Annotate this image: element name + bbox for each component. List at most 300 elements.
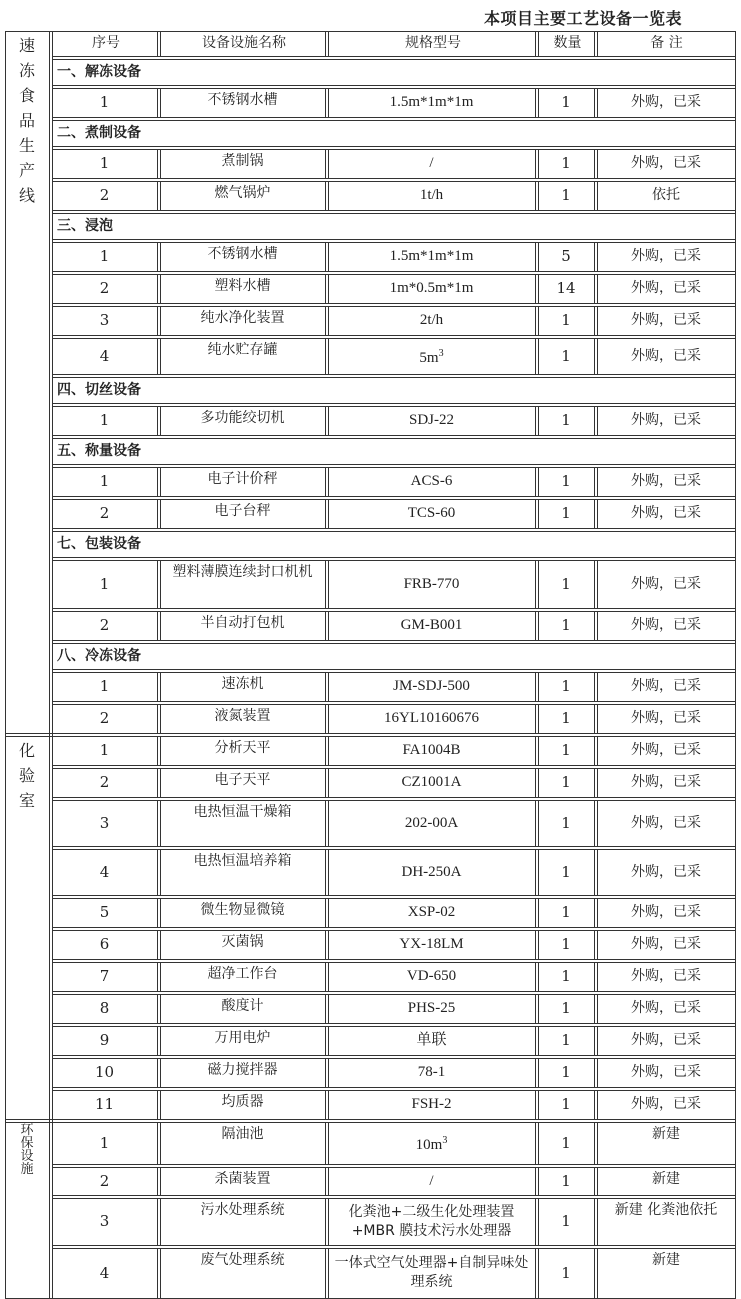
equipment-name: [160, 499, 325, 528]
row-number-text: 2: [99, 1171, 110, 1190]
equipment-name: [160, 736, 325, 765]
col-rule: [535, 994, 536, 1024]
remark: [597, 338, 735, 374]
remark-text: 外购，已采: [631, 710, 701, 726]
spec-model: [328, 149, 535, 178]
group-label-char: 设: [20, 1149, 34, 1164]
remark-text: 外购，已采: [631, 1000, 701, 1016]
remark-text: 外购，已采: [631, 312, 701, 328]
group-label: [9, 1124, 45, 1176]
equipment-name: [160, 1248, 325, 1298]
remark: [597, 1090, 735, 1119]
col-rule: [325, 1198, 326, 1246]
quantity: [538, 1248, 594, 1298]
row-rule: [52, 1164, 736, 1165]
col-rule: [535, 499, 536, 529]
quantity: [538, 736, 594, 765]
row-number: [52, 962, 157, 991]
equipment-name-text: 塑料水槽: [214, 278, 271, 294]
quantity-text: 1: [561, 472, 571, 490]
col-rule: [535, 242, 536, 272]
row-rule: [5, 1119, 736, 1120]
col-rule: [157, 1248, 158, 1299]
col-rule: [594, 1058, 595, 1088]
row-number: [52, 1026, 157, 1055]
equipment-name-text: 不锈钢水槽: [207, 246, 278, 262]
quantity: [538, 800, 594, 846]
quantity: [538, 274, 594, 303]
col-rule: [535, 1198, 536, 1246]
spec-model: [328, 560, 535, 608]
remark: [597, 242, 735, 271]
quantity-text: 1: [561, 999, 571, 1017]
section-title: [54, 438, 734, 464]
col-rule: [535, 1122, 536, 1165]
col-rule: [535, 1058, 536, 1088]
remark-text: 新建: [652, 1171, 680, 1187]
col-rule: [325, 994, 326, 1024]
row-rule: [52, 1087, 736, 1088]
col-rule: [157, 1122, 158, 1165]
row-number: [52, 181, 157, 210]
header-no-text: 序号: [92, 35, 120, 51]
col-rule: [157, 962, 158, 992]
row-number-text: 11: [94, 1095, 115, 1113]
col-rule: [594, 930, 595, 960]
quantity-text: 1: [561, 1095, 571, 1113]
row-number: [52, 930, 157, 959]
spec-model-text: YX-18LM: [399, 936, 464, 952]
spec-model: [328, 672, 535, 701]
equipment-name-text: 隔油池: [221, 1126, 264, 1142]
col-rule: [594, 611, 595, 641]
col-rule: [535, 88, 536, 118]
spec-model: [328, 242, 535, 271]
remark-text: 外购，已采: [631, 1096, 701, 1112]
row-rule: [52, 464, 736, 465]
spec-model-text: 16YL10160676: [384, 710, 479, 726]
col-rule: [325, 736, 326, 766]
row-rule: [52, 669, 736, 670]
spec-model-superscript: 3: [442, 1135, 448, 1146]
equipment-name: [160, 1090, 325, 1119]
quantity-text: 1: [561, 154, 571, 172]
group-label-char: 生: [18, 136, 35, 155]
quantity-text: 1: [561, 1212, 571, 1230]
row-rule: [52, 701, 736, 702]
row-number-text: 1: [99, 247, 110, 265]
spec-model: [328, 306, 535, 335]
spec-model: [328, 898, 535, 927]
spec-model: [328, 849, 535, 895]
quantity: [538, 560, 594, 608]
row-rule: [52, 403, 736, 404]
spec-model: [328, 930, 535, 959]
quantity-text: 1: [561, 773, 571, 791]
row-number: [52, 898, 157, 927]
row-number-text: 2: [99, 186, 110, 204]
col-rule: [157, 849, 158, 896]
remark-text: 外购，已采: [631, 347, 701, 364]
spec-model-text: /: [429, 155, 434, 171]
col-rule: [325, 1090, 326, 1120]
group-label-char: 产: [18, 161, 35, 180]
col-rule: [157, 306, 158, 336]
spec-model-text: CZ1001A: [401, 774, 462, 790]
col-rule: [594, 560, 595, 609]
equipment-name-text: 塑料薄膜连续封口机机: [172, 564, 313, 580]
col-rule: [594, 1026, 595, 1056]
remark: [597, 560, 735, 608]
quantity: [538, 1026, 594, 1055]
equipment-name: [160, 181, 325, 210]
col-rule: [594, 181, 595, 211]
equipment-name-text: 纯水净化装置: [200, 310, 285, 326]
col-rule: [157, 31, 158, 57]
remark: [597, 406, 735, 435]
col-rule: [535, 1090, 536, 1120]
spec-model-text: DH-250A: [401, 863, 462, 880]
quantity: [538, 704, 594, 733]
row-number-text: 9: [99, 1031, 110, 1049]
row-number: [52, 338, 157, 374]
col-rule: [535, 1248, 536, 1299]
row-rule: [52, 640, 736, 641]
equipment-name-text: 酸度计: [221, 998, 264, 1014]
col-rule: [325, 898, 326, 928]
row-rule: [52, 765, 736, 766]
col-rule: [157, 1167, 158, 1196]
row-rule: [52, 117, 736, 118]
row-rule: [52, 210, 736, 211]
remark: [597, 704, 735, 733]
col-rule: [325, 406, 326, 436]
row-rule: [52, 959, 736, 960]
spec-model: [328, 800, 535, 846]
section-title-text: 七、包装设备: [57, 535, 141, 552]
section-title: [54, 531, 734, 557]
quantity-text: 1: [561, 504, 571, 522]
group-label-char: 施: [20, 1162, 34, 1177]
spec-model-text: 化粪池+二级生化处理装置+MBR 膜技术污水处理器: [348, 1203, 515, 1239]
col-rule: [535, 149, 536, 179]
remark-text: 外购，已采: [631, 575, 701, 592]
row-rule: [52, 146, 736, 147]
row-number-text: 3: [99, 813, 110, 832]
spec-model: [328, 467, 535, 496]
header-spec-text: 规格型号: [405, 35, 461, 51]
col-rule: [594, 338, 595, 375]
quantity-text: 1: [561, 1263, 571, 1282]
equipment-name-text: 电子计价秤: [207, 471, 278, 487]
col-rule: [325, 181, 326, 211]
col-rule: [157, 149, 158, 179]
row-rule: [52, 991, 736, 992]
section-title-text: 三、浸泡: [57, 217, 113, 234]
remark-text: 新建: [652, 1252, 680, 1268]
group-label-char: 品: [18, 111, 35, 130]
spec-model-text: 1t/h: [419, 187, 444, 203]
equipment-name-text: 超净工作台: [207, 966, 278, 982]
row-rule: [52, 239, 736, 240]
equipment-name: [160, 242, 325, 271]
spec-model: [328, 768, 535, 797]
row-rule: [52, 56, 736, 57]
col-rule: [157, 242, 158, 272]
col-rule: [594, 1090, 595, 1120]
col-rule: [594, 1198, 595, 1246]
col-rule: [325, 1058, 326, 1088]
spec-model-text: 1.5m*1m*1m: [389, 248, 474, 264]
col-rule: [535, 768, 536, 798]
spec-model: [328, 1122, 535, 1164]
row-number: [52, 1090, 157, 1119]
spec-model: [328, 1090, 535, 1119]
col-rule: [594, 704, 595, 734]
spec-model-text: XSP-02: [407, 904, 456, 920]
row-number: [52, 149, 157, 178]
col-rule: [325, 338, 326, 375]
remark-text: 新建 化粪池依托: [614, 1202, 718, 1218]
col-rule: [594, 962, 595, 992]
remark: [597, 736, 735, 765]
quantity-text: 1: [561, 903, 571, 921]
spec-model: [328, 406, 535, 435]
quantity: [538, 849, 594, 895]
spec-model-text: 78-1: [417, 1064, 446, 1080]
col-rule: [157, 1198, 158, 1246]
col-rule: [157, 338, 158, 375]
remark: [597, 672, 735, 701]
group-label-char: 化: [18, 741, 35, 760]
quantity-text: 1: [561, 186, 571, 204]
quantity-text: 1: [561, 311, 571, 329]
quantity: [538, 242, 594, 271]
col-rule: [594, 242, 595, 272]
col-rule: [594, 467, 595, 497]
row-number: [52, 306, 157, 335]
row-number-text: 4: [99, 862, 110, 881]
remark-text: 外购，已采: [631, 814, 701, 831]
col-rule: [594, 499, 595, 529]
table-top-rule: [5, 31, 736, 32]
equipment-name-text: 电子台秤: [214, 503, 271, 519]
quantity-text: 1: [561, 1031, 571, 1049]
spec-model: [328, 88, 535, 117]
row-number-text: 4: [99, 346, 110, 365]
col-rule: [594, 88, 595, 118]
quantity-text: 1: [561, 935, 571, 953]
table-title: 本项目主要工艺设备一览表: [484, 9, 683, 28]
remark: [597, 1248, 735, 1298]
row-number: [52, 274, 157, 303]
col-rule: [325, 306, 326, 336]
row-rule: [52, 895, 736, 896]
spec-model-text: FRB-770: [403, 575, 460, 592]
col-rule: [535, 31, 536, 57]
equipment-name: [160, 88, 325, 117]
equipment-name-text: 分析天平: [214, 740, 271, 756]
quantity: [538, 467, 594, 496]
col-rule: [325, 1026, 326, 1056]
quantity: [538, 1122, 594, 1164]
col-rule: [535, 1026, 536, 1056]
remark: [597, 149, 735, 178]
group-col-rule: [49, 31, 50, 1299]
col-rule: [157, 898, 158, 928]
quantity: [538, 181, 594, 210]
spec-model-text: FSH-2: [411, 1096, 452, 1112]
spec-model: [328, 1058, 535, 1087]
spec-model-text: 1m*0.5m*1m: [389, 280, 474, 296]
equipment-name-text: 废气处理系统: [200, 1252, 285, 1268]
group-label: [9, 738, 45, 813]
col-rule: [325, 1167, 326, 1196]
col-rule: [535, 406, 536, 436]
col-rule: [535, 1167, 536, 1196]
remark: [597, 88, 735, 117]
quantity: [538, 768, 594, 797]
col-rule: [157, 1058, 158, 1088]
remark: [597, 994, 735, 1023]
section-title-text: 五、称量设备: [57, 442, 141, 459]
remark: [597, 1122, 735, 1164]
col-rule: [594, 1248, 595, 1299]
spec-model-text: 2t/h: [419, 312, 444, 328]
header-name: [160, 31, 328, 56]
col-rule: [594, 672, 595, 702]
col-rule: [594, 800, 595, 847]
col-rule: [535, 181, 536, 211]
equipment-name-text: 煮制锅: [221, 153, 264, 169]
spec-model: [328, 611, 535, 640]
equipment-name: [160, 994, 325, 1023]
spec-model: [328, 1026, 535, 1055]
equipment-name: [160, 768, 325, 797]
section-title-text: 一、解冻设备: [57, 63, 141, 80]
col-rule: [535, 338, 536, 375]
quantity: [538, 1090, 594, 1119]
quantity: [538, 930, 594, 959]
row-number: [52, 768, 157, 797]
remark-text: 依托: [652, 187, 680, 203]
col-rule: [535, 898, 536, 928]
equipment-name-text: 燃气锅炉: [214, 185, 271, 201]
col-rule: [325, 274, 326, 304]
row-number-text: 1: [99, 677, 110, 695]
col-rule: [325, 467, 326, 497]
spec-model-text: TCS-60: [407, 505, 456, 521]
col-rule: [157, 611, 158, 641]
equipment-name-text: 速冻机: [221, 676, 264, 692]
col-rule: [325, 672, 326, 702]
col-rule: [594, 898, 595, 928]
header-qty-text: 数量: [553, 35, 582, 51]
col-rule: [328, 31, 329, 57]
row-rule: [52, 335, 736, 336]
col-rule: [535, 736, 536, 766]
remark: [597, 1058, 735, 1087]
col-rule: [157, 88, 158, 118]
remark-text: 外购，已采: [631, 473, 701, 489]
equipment-name: [160, 1058, 325, 1087]
remark-text: 外购，已采: [631, 155, 701, 171]
group-label-char: 冻: [18, 61, 35, 80]
col-rule: [594, 31, 595, 57]
row-number: [52, 994, 157, 1023]
col-rule: [594, 149, 595, 179]
remark-text: 外购，已采: [631, 904, 701, 920]
equipment-name: [160, 849, 325, 895]
equipment-name: [160, 149, 325, 178]
quantity-text: 1: [561, 411, 571, 429]
spec-model-text: /: [429, 1172, 434, 1189]
remark-text: 外购，已采: [631, 936, 701, 952]
col-rule: [535, 800, 536, 847]
row-number-text: 1: [99, 741, 110, 759]
col-rule: [157, 704, 158, 734]
spec-model-text: VD-650: [406, 968, 457, 984]
col-rule: [157, 1090, 158, 1120]
col-rule: [535, 704, 536, 734]
equipment-name-text: 灭菌锅: [221, 934, 264, 950]
equipment-name: [160, 962, 325, 991]
group-label-char: 室: [18, 791, 35, 810]
row-rule: [52, 1245, 736, 1246]
row-rule: [5, 733, 736, 734]
equipment-name: [160, 560, 325, 608]
group-label-char: 环: [20, 1123, 34, 1138]
col-rule: [325, 800, 326, 847]
col-rule: [535, 849, 536, 896]
col-rule: [535, 930, 536, 960]
col-rule: [535, 672, 536, 702]
col-rule: [325, 704, 326, 734]
col-rule: [157, 406, 158, 436]
group-label-char: 保: [20, 1136, 34, 1151]
row-rule: [52, 927, 736, 928]
col-rule: [535, 467, 536, 497]
remark-text: 外购，已采: [631, 774, 701, 790]
row-number-text: 1: [99, 574, 110, 593]
spec-model: [328, 274, 535, 303]
equipment-name-text: 万用电炉: [214, 1030, 271, 1046]
equipment-name: [160, 1122, 325, 1164]
remark-text: 外购，已采: [631, 863, 701, 880]
row-number-text: 2: [99, 504, 110, 522]
col-rule: [594, 306, 595, 336]
quantity: [538, 962, 594, 991]
spec-model: [328, 338, 535, 374]
row-number: [52, 406, 157, 435]
equipment-name-text: 杀菌装置: [214, 1171, 271, 1187]
row-number-text: 10: [94, 1063, 115, 1081]
row-number-text: 1: [99, 93, 110, 111]
equipment-name-text: 多功能绞切机: [200, 410, 285, 426]
col-rule: [594, 849, 595, 896]
col-rule: [594, 274, 595, 304]
remark-text: 外购，已采: [631, 742, 701, 758]
quantity-text: 1: [561, 741, 571, 759]
row-number-text: 1: [99, 411, 110, 429]
col-rule: [535, 306, 536, 336]
equipment-name: [160, 406, 325, 435]
equipment-name: [160, 898, 325, 927]
section-title: [54, 377, 734, 403]
equipment-name-text: 不锈钢水槽: [207, 92, 278, 108]
row-number: [52, 611, 157, 640]
remark-text: 外购，已采: [631, 412, 701, 428]
